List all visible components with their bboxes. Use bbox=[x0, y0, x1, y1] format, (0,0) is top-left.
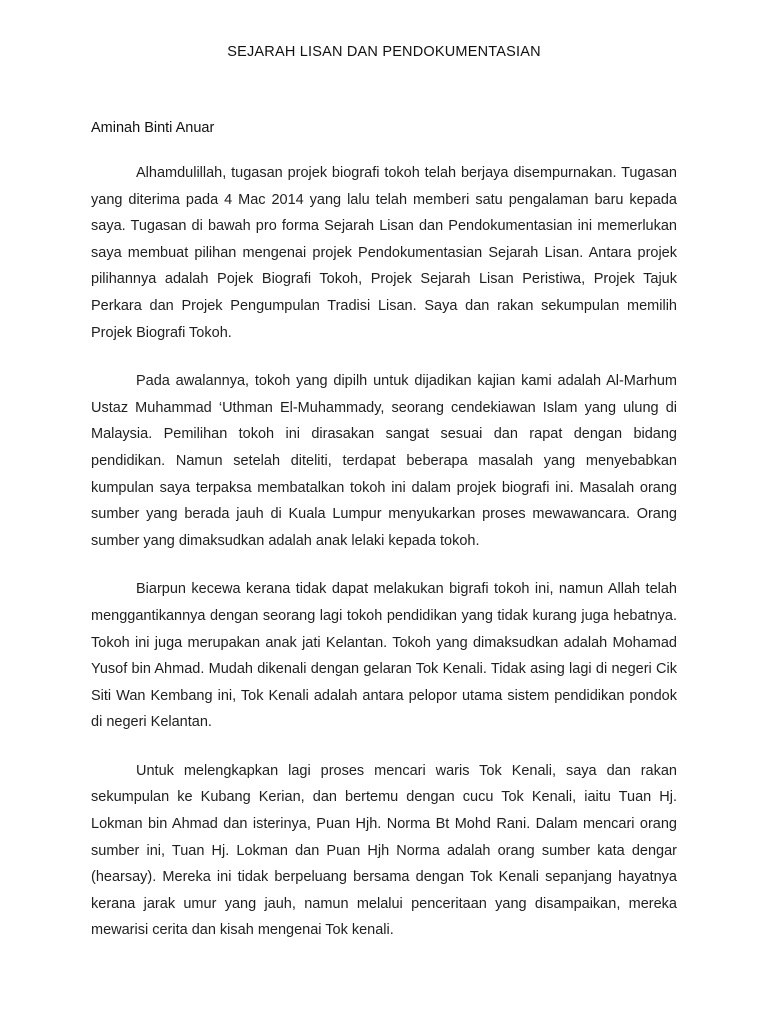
document-body bbox=[91, 160, 677, 966]
paragraph: Untuk melengkapkan lagi proses mencari waris Tok Kenali, saya dan rakan sekumpulan ke Kubang Kerian, dan bertemu dengan cucu Tok Kenali, iaitu Tuan Hj. Lokman bin Ahmad dan isterinya, Puan Hjh. Norma Bt Mohd Rani. Dalam mencari orang sumber ini, Tuan Hj. Lokman dan Puan Hjh Norma adalah orang sumber kata dengar (hearsay). Mereka ini tidak berpeluang bersama dengan Tok Kenali sepanjang hayatnya kerana jarak umur yang jauh, namun melalui penceritaan yang disampaikan, mereka mewarisi cerita dan kisah mengenai Tok kenali. bbox=[91, 762, 677, 939]
document-title: SEJARAH LISAN DAN PENDOKUMENTASIAN bbox=[227, 44, 541, 60]
paragraph: Pada awalannya, tokoh yang dipilh untuk dijadikan kajian kami adalah Al-Marhum Ustaz Muhammad ‘Uthman El-Muhammady, seorang cendekiawan Islam yang ulung di Malaysia. Pemilihan tokoh ini dirasakan sangat sesuai dan rapat dengan bidang pendidikan. Namun setelah diteliti, terdapat beberapa masalah yang menyebabkan kumpulan saya terpaksa membatalkan tokoh ini dalam projek biografi ini. Masalah orang sumber yang berada jauh di Kuala Lumpur menyukarkan proses mewawancara. Orang sumber yang dimaksudkan adalah anak lelaki kepada tokoh. bbox=[91, 373, 677, 549]
paragraph: Biarpun kecewa kerana tidak dapat melakukan bigrafi tokoh ini, namun Allah telah menggantikannya dengan seorang lagi tokoh pendidikan yang tidak kurang juga hebatnya. Tokoh ini juga merupakan anak jati Kelantan. Tokoh yang dimaksudkan adalah Mohamad Yusof bin Ahmad. Mudah dikenali dengan gelaran Tok Kenali. Tidak asing lagi di negeri Cik Siti Wan Kembang ini, Tok Kenali adalah antara pelopor utama sistem pendidikan pondok di negeri Kelantan. bbox=[91, 581, 677, 731]
paragraph: Alhamdulillah, tugasan projek biografi tokoh telah berjaya disempurnakan. Tugasan yang diterima pada 4 Mac 2014 yang lalu telah memberi satu pengalaman baru kepada saya. Tugasan di bawah pro forma Sejarah Lisan dan Pendokumentasian ini memerlukan saya membuat pilihan mengenai projek Pendokumentasian Sejarah Lisan. Antara projek pilihannya adalah Pojek Biografi Tokoh, Projek Sejarah Lisan Peristiwa, Projek Tajuk Perkara dan Projek Pengumpulan Tradisi Lisan. Saya dan rakan sekumpulan memilih Projek Biografi Tokoh. bbox=[91, 165, 677, 341]
author-name: Aminah Binti Anuar bbox=[91, 120, 215, 136]
